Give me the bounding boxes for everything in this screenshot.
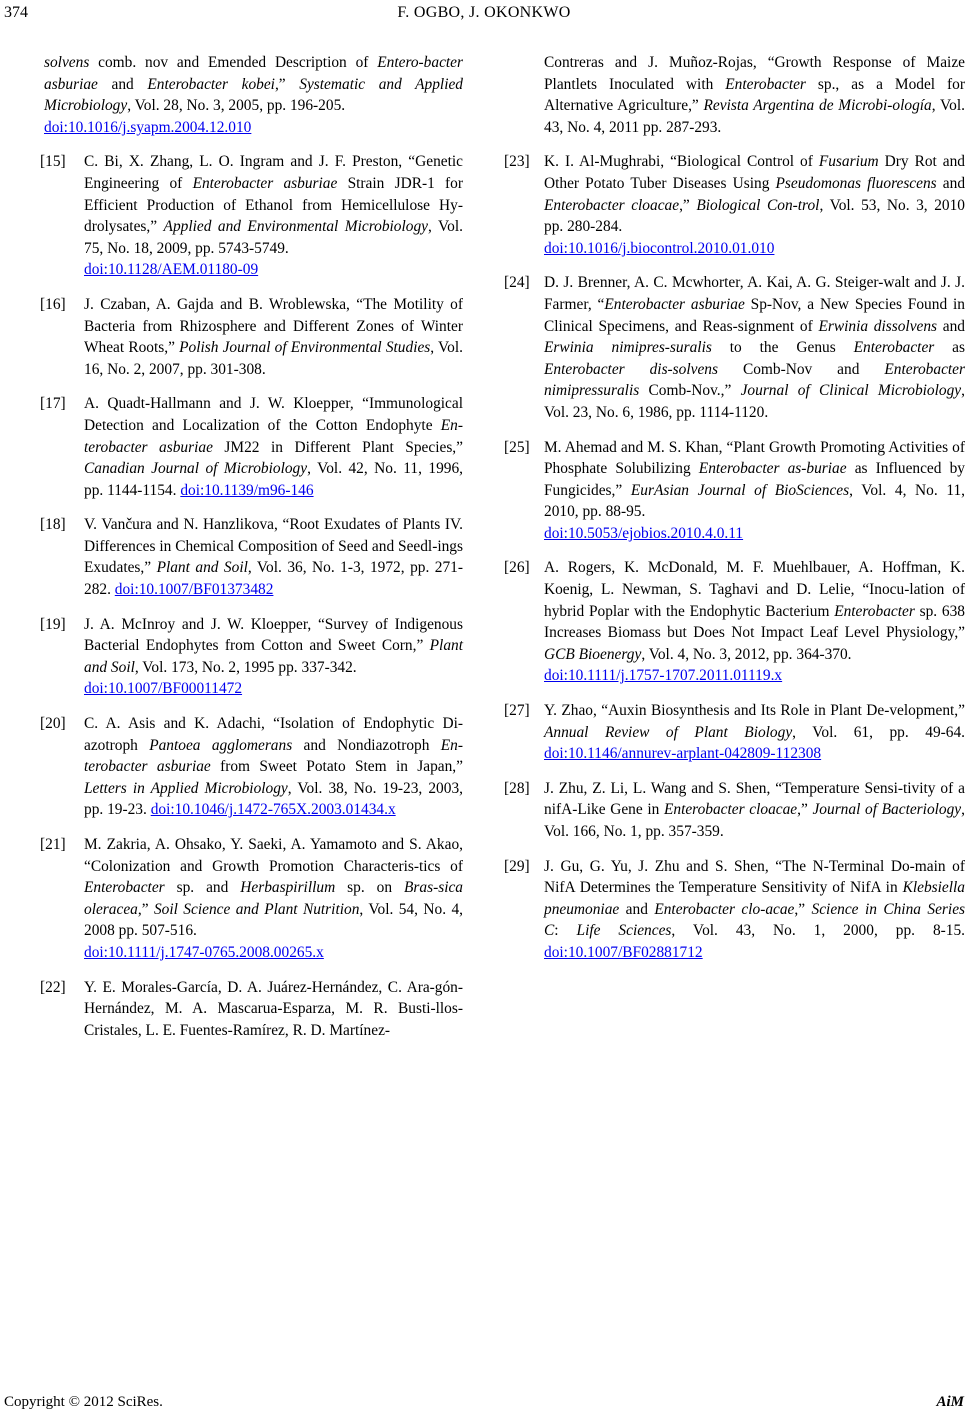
italic-text: Enterobacter asburiae xyxy=(192,174,338,192)
text-run: A. Quadt-Hallmann and J. W. Kloepper, “Immunological Detection and Localization of the Cotton Endophyte xyxy=(84,395,463,434)
italic-text: GCB Bioenergy xyxy=(544,645,642,663)
doi-link[interactable]: doi:10.5053/ejobios.2010.4.0.11 xyxy=(544,524,744,542)
text-run: sp., as a Model for Alternative Agriculture,” xyxy=(544,75,965,115)
text-run: , Vol. 36, No. 1-3, 1972, pp. 271-282. xyxy=(84,559,463,599)
italic-text: Plant and Soil xyxy=(156,559,248,577)
doi-link[interactable]: doi:10.1046/j.1472-765X.2003.01434.x xyxy=(150,801,396,819)
italic-text: Enterobacter xyxy=(853,339,935,357)
italic-text: Life Sciences xyxy=(576,922,672,940)
reference-item xyxy=(504,778,965,843)
doi-link[interactable]: doi:10.1128/AEM.01180-09 xyxy=(84,261,259,279)
text-run: ,” xyxy=(679,196,697,214)
reference-item xyxy=(504,557,965,687)
journal-abbreviation: AiM xyxy=(936,1394,964,1410)
italic-text: Journal of Clinical Microbiology xyxy=(740,382,962,400)
italic-text: Enterobacter xyxy=(834,602,915,620)
reference-item xyxy=(40,514,463,600)
italic-text: Systematic and Applied Microbiology xyxy=(44,75,464,115)
italic-text: Erwinia nimipres-suralis xyxy=(544,339,712,357)
reference-text xyxy=(544,52,965,138)
doi-link[interactable]: doi:10.1139/m96-146 xyxy=(180,481,314,499)
text-run: and xyxy=(619,900,655,918)
reference-number: [26] xyxy=(504,559,530,577)
text-run: , Vol. 28, No. 3, 2005, pp. 196-205. xyxy=(127,97,346,115)
italic-text: Enterobacter xyxy=(84,879,165,897)
text-run: Sp-Nov, a New Species Found in Clinical Specimens, and Reas-signment of xyxy=(544,295,965,335)
doi-link[interactable]: doi:10.1007/BF00011472 xyxy=(84,680,243,698)
reference-item xyxy=(40,151,463,281)
italic-text: Annual Review of Plant Biology xyxy=(544,723,793,741)
text-run: , Vol. 42, No. 11, 1996, pp. 1144-1154. xyxy=(84,460,464,499)
reference-list xyxy=(40,151,463,1041)
text-run: , Vol. 23, No. 6, 1986, pp. 1114-1120. xyxy=(544,382,965,421)
doi-link[interactable]: doi:10.1007/BF01373482 xyxy=(114,581,274,599)
text-run: , Vol. 43, No. 4, 2011 pp. 287-293. xyxy=(544,97,965,136)
doi-link[interactable]: doi:10.1007/BF02881712 xyxy=(544,943,703,961)
italic-text: Enterobacter kobei xyxy=(147,75,275,93)
text-run: , Vol. 38, No. 19-23, 2003, pp. 19-23. xyxy=(84,779,463,819)
italic-text: Pseudomonas fluorescens xyxy=(775,174,937,192)
italic-text: Klebsiella pneumoniae xyxy=(544,879,965,918)
text-run: , Vol. 4, No. 11, 2010, pp. 88-95. xyxy=(544,481,965,521)
text-run: and xyxy=(936,174,966,192)
reference-number: [16] xyxy=(40,295,66,313)
reference-number: [20] xyxy=(40,715,66,733)
text-run: as Influenced by Fungicides,” xyxy=(544,460,965,499)
reference-number: [22] xyxy=(40,978,66,996)
italic-text: Soil Science and Plant Nutrition xyxy=(153,900,360,918)
reference-text xyxy=(544,778,965,843)
reference-item xyxy=(40,977,463,1042)
reference-item xyxy=(504,151,965,259)
right-column xyxy=(504,52,965,977)
reference-item xyxy=(40,713,463,821)
text-run: J. Gu, G. Yu, J. Zhu and S. Shen, “The N-Terminal Do-main of NifA Determines the Temperature Sensitivity of NifA in xyxy=(544,857,965,897)
reference-text xyxy=(84,614,463,700)
italic-text: Science in China Series C xyxy=(544,900,966,940)
reference-number: [23] xyxy=(504,153,530,171)
reference-text xyxy=(44,52,463,138)
italic-text: Plant and Soil xyxy=(84,637,463,676)
text-run: , Vol. 4, No. 3, 2012, pp. 364-370. xyxy=(641,645,852,663)
text-run: K. I. Al-Mughrabi, “Biological Control of xyxy=(544,153,819,171)
reference-number: [21] xyxy=(40,836,66,853)
text-run: to the Genus xyxy=(711,339,854,357)
reference-text xyxy=(544,151,965,259)
italic-text: Revista Argentina de Microbi-ología xyxy=(703,97,932,115)
reference-number: [27] xyxy=(504,702,530,720)
italic-text: En-terobacter asburiae xyxy=(84,416,463,456)
text-run: sp. on xyxy=(335,879,404,897)
text-run: M. Ahemad and M. S. Khan, “Plant Growth Promoting Activities of Phosphate Solubilizing xyxy=(544,438,965,478)
text-run: , Vol. 53, No. 3, 2010 pp. 280-284. xyxy=(544,196,966,236)
copyright-notice: Copyright © 2012 SciRes. xyxy=(4,1394,163,1410)
reference-continuation xyxy=(504,52,965,138)
italic-text: Herbaspirillum xyxy=(240,879,336,897)
text-run: : xyxy=(554,922,577,940)
text-run: and Nondiazotroph xyxy=(292,736,441,754)
text-run: as xyxy=(934,339,966,357)
reference-number: [28] xyxy=(504,779,530,797)
reference-text xyxy=(84,294,463,380)
reference-text xyxy=(544,437,965,545)
text-run: M. Zakria, A. Ohsako, Y. Saeki, A. Yamamoto and S. Akao, “Colonization and Growth Promotion Characteris-tics of xyxy=(84,836,463,875)
text-run: , Vol. 54, No. 4, 2008 pp. 507-516. xyxy=(84,900,463,940)
reference-number: [15] xyxy=(40,153,66,171)
italic-text: Polish Journal of Environmental Studies xyxy=(179,339,431,357)
reference-number: [29] xyxy=(504,857,530,875)
text-run: ,” xyxy=(797,801,813,819)
text-run: V. Vančura and N. Hanzlikova, “Root Exudates of Plants IV. Differences in Chemical Composition of Seed and Seedl-ings Exudates,” xyxy=(84,516,463,577)
reference-text xyxy=(84,713,463,821)
doi-link[interactable]: doi:10.1016/j.biocontrol.2010.01.010 xyxy=(544,239,775,257)
left-column xyxy=(40,52,463,1054)
reference-number: [17] xyxy=(40,395,66,413)
italic-text: Canadian Journal of Microbiology xyxy=(84,460,308,478)
text-run: , Vol. 166, No. 1, pp. 357-359. xyxy=(544,801,965,840)
reference-text xyxy=(84,393,463,501)
italic-text: En-terobacter asburiae xyxy=(84,736,463,776)
italic-text: Enterobacter clo-acae xyxy=(654,900,795,918)
text-run: and xyxy=(97,75,148,93)
reference-item xyxy=(40,614,463,700)
text-run: ,” xyxy=(794,900,812,918)
reference-item xyxy=(504,437,965,545)
reference-text xyxy=(544,856,965,964)
italic-text: Enterobacter dis-solvens xyxy=(544,360,718,378)
text-run: J. A. McInroy and J. W. Kloepper, “Survey of Indigenous Bacterial Endophytes from Cotton and Sweet Corn,” xyxy=(84,615,463,655)
doi-link[interactable]: doi:10.1016/j.syapm.2004.12.010 xyxy=(44,118,252,136)
italic-text: Erwinia dissolvens xyxy=(818,317,938,335)
text-run: Contreras and J. Muñoz-Rojas, “Growth Response of Maize Plantlets Inoculated with xyxy=(544,54,965,93)
reference-text xyxy=(84,514,463,600)
text-run: Comb-Nov and xyxy=(718,360,885,378)
italic-text: Enterobacter xyxy=(725,75,806,93)
reference-text xyxy=(84,834,463,964)
reference-text xyxy=(544,557,965,687)
italic-text: solvens xyxy=(44,54,90,71)
text-run: J. Zhu, Z. Li, L. Wang and S. Shen, “Temperature Sensi-tivity of a nifA-Like Gene in xyxy=(544,779,965,819)
doi-link[interactable]: doi:10.1146/annurev-arplant-042809-112308 xyxy=(544,745,822,763)
italic-text: Entero-bacter asburiae xyxy=(44,54,463,93)
text-run: Strain JDR-1 for Efficient Production of Ethanol from Hemicellulose Hy-drolysates,” xyxy=(84,174,463,236)
page-footer xyxy=(0,1394,968,1414)
reference-item xyxy=(40,393,463,501)
text-run: Comb-Nov.,” xyxy=(639,382,741,400)
reference-list xyxy=(504,151,965,963)
italic-text: Biological Con-trol xyxy=(696,196,820,214)
reference-number: [25] xyxy=(504,438,530,456)
reference-number: [18] xyxy=(40,516,66,534)
reference-text xyxy=(84,977,463,1042)
italic-text: Enterobacter cloacae xyxy=(663,801,798,819)
reference-number: [19] xyxy=(40,615,66,633)
reference-item xyxy=(40,834,463,964)
page-number: 374 xyxy=(4,4,28,21)
text-run: Dry Rot and Other Potato Tuber Diseases Using xyxy=(544,153,965,192)
reference-continuation xyxy=(44,52,463,138)
text-run: C. A. Asis and K. Adachi, “Isolation of Endophytic Di-azotroph xyxy=(84,715,463,754)
text-run: A. Rogers, K. McDonald, M. F. Muehlbauer, A. Hoffman, K. Koenig, L. Newman, S. Taghavi and D. Lelie, “Inocu-lation of hybrid Poplar with the Endophytic Bacterium xyxy=(544,559,965,620)
text-run: from Sweet Potato Stem in Japan,” xyxy=(210,758,463,776)
text-run: sp. and xyxy=(164,879,241,897)
italic-text: Journal of Bacteriology xyxy=(812,801,962,819)
text-run: C. Bi, X. Zhang, L. O. Ingram and J. F. Preston, “Genetic Engineering of xyxy=(84,153,463,192)
text-run: JM22 in Different Plant Species,” xyxy=(212,438,463,456)
reference-item xyxy=(40,294,463,380)
italic-text: Enterobacter cloacae xyxy=(544,196,680,214)
text-run: comb. nov and Emended Description of xyxy=(89,54,378,71)
text-run: , Vol. 75, No. 18, 2009, pp. 5743-5749. xyxy=(84,218,463,257)
reference-text xyxy=(544,272,965,423)
italic-text: Pantoea agglomerans xyxy=(149,736,293,754)
reference-number: [24] xyxy=(504,274,530,292)
text-run: and xyxy=(937,317,966,335)
italic-text: Applied and Environmental Microbiology xyxy=(163,218,428,236)
text-run: Y. Zhao, “Auxin Biosynthesis and Its Role in Plant De-velopment,” xyxy=(544,702,965,720)
text-run: D. J. Brenner, A. C. Mcwhorter, A. Kai, A. G. Steiger-walt and J. J. Farmer, “ xyxy=(544,274,965,313)
italic-text: Bras-sica oleracea xyxy=(84,879,463,918)
text-run: , Vol. 43, No. 1, 2000, pp. 8-15. xyxy=(671,922,966,940)
text-run: ,” xyxy=(274,75,300,93)
text-run: sp. 638 Increases Biomass but Does Not Impact Leaf Level Physiology,” xyxy=(544,602,965,642)
reference-item xyxy=(504,272,965,423)
italic-text: EurAsian Journal of BioSciences xyxy=(630,481,850,499)
text-run: , Vol. 61, pp. 49-64. xyxy=(792,723,965,741)
italic-text: Letters in Applied Microbiology xyxy=(84,779,288,797)
reference-item xyxy=(504,856,965,964)
running-head-authors: F. OGBO, J. OKONKWO xyxy=(397,4,571,21)
text-run: , Vol. 173, No. 2, 1995 pp. 337-342. xyxy=(134,658,357,676)
reference-text xyxy=(84,151,463,281)
text-run: , Vol. 16, No. 2, 2007, pp. 301-308. xyxy=(84,339,463,378)
text-run: ,” xyxy=(137,900,154,918)
reference-item xyxy=(504,700,965,765)
italic-text: Enterobacter as-buriae xyxy=(698,460,847,478)
text-run: Y. E. Morales-García, D. A. Juárez-Hernández, C. Ara-gón-Hernández, M. A. Mascarua-Esparza, M. R. Busti-llos-Cristales, L. E. Fuentes-Ramírez, R. D. Martínez- xyxy=(84,978,463,1039)
italic-text: Enterobacter asburiae xyxy=(604,295,745,313)
reference-text xyxy=(544,700,965,765)
doi-link[interactable]: doi:10.1111/j.1757-1707.2011.01119.x xyxy=(544,667,783,685)
italic-text: Enterobacter nimipressuralis xyxy=(544,360,965,400)
page-header xyxy=(0,4,968,28)
italic-text: Fusarium xyxy=(818,153,879,171)
text-run: J. Czaban, A. Gajda and B. Wroblewska, “The Motility of Bacteria from Rhizosphere and Different Zones of Winter Wheat Roots,” xyxy=(84,295,463,357)
doi-link[interactable]: doi:10.1111/j.1747-0765.2008.00265.x xyxy=(84,943,324,961)
